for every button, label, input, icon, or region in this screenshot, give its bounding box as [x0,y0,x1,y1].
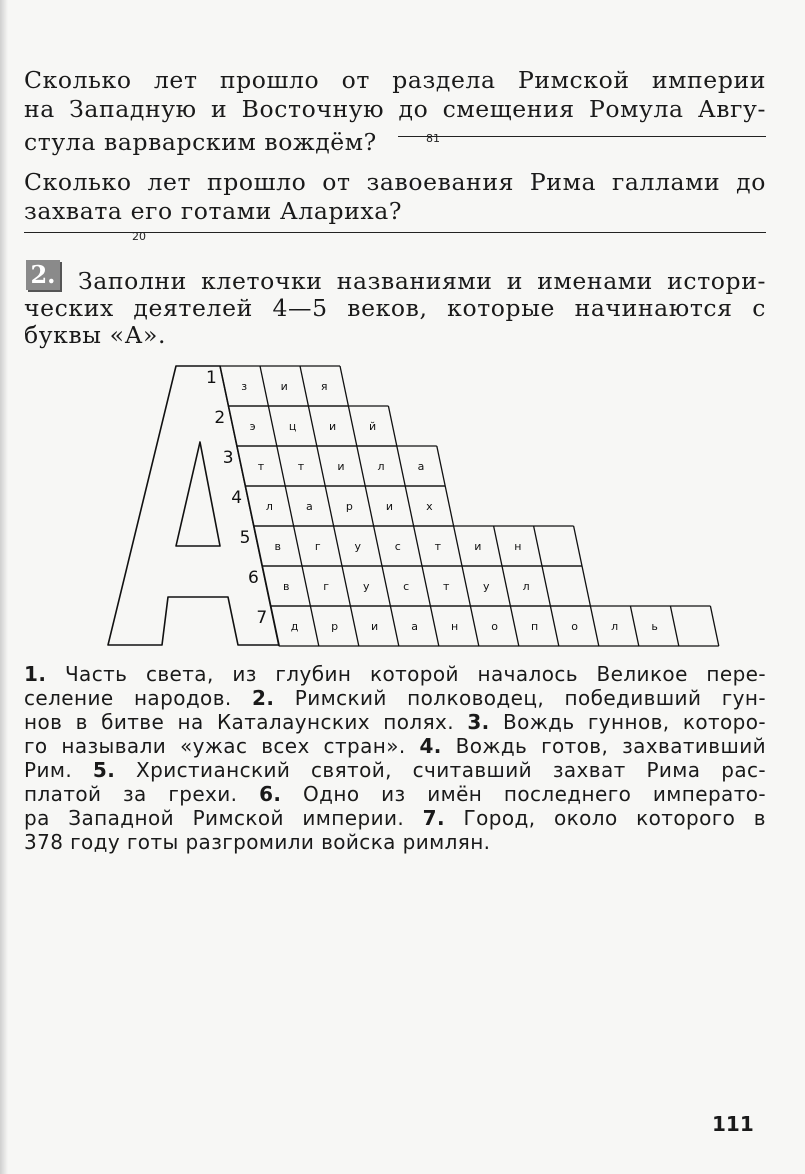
clue-line [24,782,766,806]
crossword-letter: и [329,420,337,433]
crossword-letter: ц [288,420,297,433]
clue-line [24,830,766,854]
task-line-1: Заполни клеточки названиями и именами истори- [78,267,766,295]
crossword-letter: о [491,620,498,633]
crossword-letter: у [354,540,362,553]
clue-number: 3. [467,710,490,734]
crossword-letter: н [514,540,522,553]
crossword-row-number: 1 [206,368,217,388]
crossword-letter: л [611,620,619,633]
crossword-letter: х [426,500,433,513]
crossword-letter: т [257,460,265,473]
crossword-cell[interactable] [542,566,590,606]
answer-2: 20 [132,230,146,243]
letter-a-inner-triangle [176,442,220,546]
crossword-letter: н [450,620,459,633]
crossword-letter: с [394,540,401,553]
crossword-letter: а [411,620,418,633]
crossword-letter: в [282,580,290,593]
crossword-letter: и [337,460,345,473]
crossword-row-number: 5 [239,528,251,548]
clue-line [24,662,766,686]
clue-text: Рим. [24,758,93,782]
crossword-letter: з [241,380,248,393]
clue-text: Христианский святой, считавший захват Рима рас- [115,758,766,782]
crossword-letter: т [434,540,442,553]
crossword-letter: в [274,540,282,553]
crossword-row-number: 7 [256,608,268,628]
question-1-line-3: стула варварским вождём? [24,128,377,156]
clue-text: Часть света, из глубин которой началось Великое пере- [46,662,766,686]
task-line-3: буквы «А». [24,321,167,349]
crossword-cell[interactable] [534,526,582,566]
crossword-letter: л [265,500,273,513]
crossword-letter: с [403,580,410,593]
question-1-line-2: на Западную и Восточную до смещения Ромула Авгу- [24,95,766,123]
crossword-letter: у [362,580,370,593]
crossword-letter: л [377,460,385,473]
clue-number: 4. [419,734,442,758]
clue-text: Город, около которого в [445,806,766,830]
crossword-letter: г [323,580,330,593]
clue-number: 7. [422,806,445,830]
crossword-letter: и [371,620,379,633]
crossword-letter: о [571,620,578,633]
clue-text: го называли «ужас всех стран». [24,734,420,758]
clue-line [24,710,766,734]
crossword-row-number: 4 [231,488,243,508]
crossword-row-number: 2 [214,408,226,428]
clue-text: нов в битве на Каталаунских полях. [24,710,468,734]
question-2-line-1: Сколько лет прошло от завоевания Рима галлами до [24,168,766,196]
crossword-row-number: 6 [248,568,259,588]
crossword-letter: а [417,460,425,473]
crossword-letter: и [280,380,288,393]
crossword-cell[interactable] [670,606,718,646]
clue-number: 1. [24,662,47,686]
crossword-letter: й [369,420,377,433]
clue-text: платой за грехи. [24,782,260,806]
clue-text: ра Западной Римской империи. [24,806,423,830]
crossword-letter: т [442,580,450,593]
clue-line [24,758,766,782]
clue-text: селение народов. [24,686,253,710]
answer-1: 81 [426,132,440,145]
crossword-letter: э [249,420,256,433]
task-number-badge: 2. [26,260,60,290]
crossword-letter: и [474,540,482,553]
task-line-2: ческих деятелей 4—5 веков, которые начинаются с [24,294,766,322]
clue-text: Вождь готов, захвативший [441,734,766,758]
crossword-letter: г [314,540,321,553]
clue-number: 5. [92,758,116,782]
crossword-letter: р [331,620,339,633]
crossword-letter: ь [651,620,658,633]
clue-text: Римский полководец, победивший гун- [274,686,766,710]
clue-text: 378 году готы разгромили войска римлян. [24,830,491,854]
crossword-letter: л [522,580,530,593]
crossword-letter: д [290,620,299,633]
crossword-letter: а [306,500,313,513]
crossword-letter: у [482,580,490,593]
crossword-letter: п [530,620,539,633]
clue-text: Вождь гуннов, которо- [489,710,766,734]
question-1-line-1: Сколько лет прошло от раздела Римской империи [24,66,766,94]
clue-line [24,734,766,758]
crossword-row-number: 3 [222,448,234,468]
question-2-line-2: захвата его готами Алариха? [24,197,403,225]
clue-number: 2. [252,686,275,710]
clue-line [24,806,766,830]
crossword-letter: я [320,380,328,393]
clue-text: Одно из имён последнего императо- [281,782,766,806]
clue-line [24,686,766,710]
page-number: 111 [712,1112,754,1136]
crossword-letter: и [385,500,393,513]
clue-number: 6. [259,782,282,806]
crossword-letter: т [297,460,305,473]
crossword-letter: р [345,500,353,513]
clues-block [24,662,766,854]
